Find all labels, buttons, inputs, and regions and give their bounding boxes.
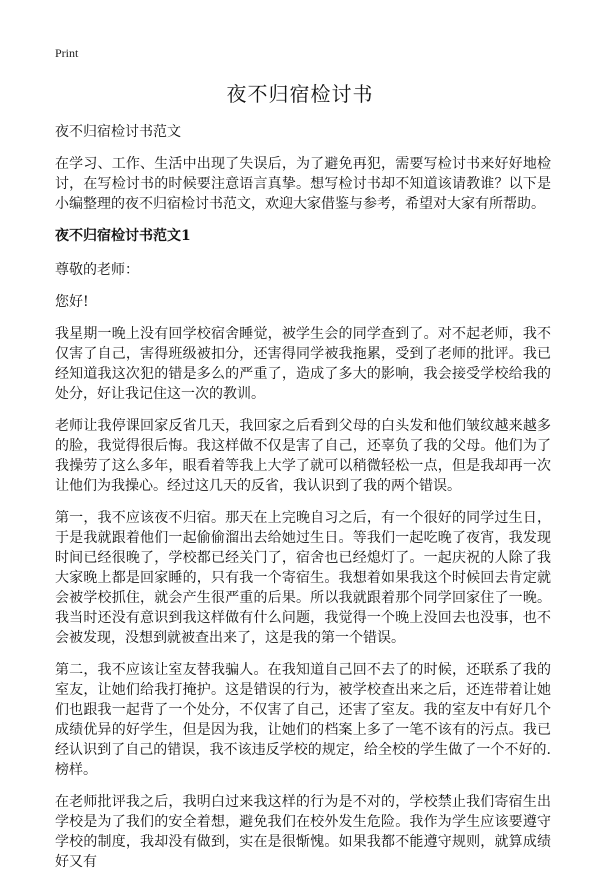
salutation: 尊敬的老师： — [55, 262, 139, 278]
greeting: 您好! — [55, 294, 89, 310]
body-paragraph: 第一，我不应该夜不归宿。那天在上完晚自习之后，有一个很好的同学过生日，于是我就跟着他们一起偷偷溜出去给她过生日。等我们一起吃晚了夜宵，我发现时间已经很晚了，学校都已经关门了，宿舍也已经熄灯了。一起庆祝的人除了我大家晚上都是回家睡的，只有我一个寄宿生。我想着如果我这个时候回去肯定就会被学校抓住，就会产生很严重的后果。所以我就跟着那个同学回家住了一晚。我当时还没有意识到我这样做有什么问题，我觉得一个晚上没回去也没事，也不会被发现，没想到就被查出来了，这是我的第一个错误。 — [55, 510, 551, 646]
section-heading: 夜不归宿检讨书范文1 — [55, 228, 191, 244]
print-link[interactable]: Print — [55, 46, 79, 60]
page-title: 夜不归宿检讨书 — [226, 82, 374, 106]
body-paragraph: 第二，我不应该让室友替我骗人。在我知道自己回不去了的时候，还联系了我的室友，让她们给我打掩护。这是错误的行为，被学校查出来之后，还连带着让她们也跟我一起背了一个处分，不仅害了自己，还害了室友。我的室友中有好几个成绩优异的好学生，但是因为我，让她们的档案上多了一笔不该有的污点。我已经认识到了自己的错误，我不该违反学校的规定，给全校的学生做了一个不好的.榜样。 — [55, 662, 551, 778]
intro-paragraph: 在学习、工作、生活中出现了失误后，为了避免再犯，需要写检讨书来好好地检讨，在写检讨书的时候要注意语言真挚。想写检讨书却不知道该请教谁？以下是小编整理的夜不归宿检讨书范文，欢迎大家借鉴与参考，希望对大家有所帮助。 — [55, 156, 551, 212]
document-body — [55, 122, 551, 884]
body-paragraph: 老师让我停课回家反省几天，我回家之后看到父母的白头发和他们皱纹越来越多的脸，我觉得很后悔。我这样做不仅是害了自己，还辜负了我的父母。他们为了我操劳了这么多年，眼看着等我上大学了就可以稍微轻松一点，但是我却再一次让他们为我操心。经过这几天的反省，我认识到了我的两个错误。 — [55, 418, 551, 494]
body-paragraph: 我星期一晚上没有回学校宿舍睡觉，被学生会的同学查到了。对不起老师，我不仅害了自己，害得班级被扣分，还害得同学被我拖累，受到了老师的批评。我已经知道我这次犯的错是多么的严重了，造成了多大的影响，我会接受学校给我的处分，好让我记住这一次的教训。 — [55, 326, 551, 402]
document-subtitle: 夜不归宿检讨书范文 — [55, 124, 181, 140]
body-paragraph: 在老师批评我之后，我明白过来我这样的行为是不对的，学校禁止我们寄宿生出学校是为了我们的安全着想，避免我们在校外发生危险。我作为学生应该要遵守学校的制度，我却没有做到，实在是很惭愧。如果我都不能遵守规则，就算成绩好又有 — [55, 794, 551, 870]
